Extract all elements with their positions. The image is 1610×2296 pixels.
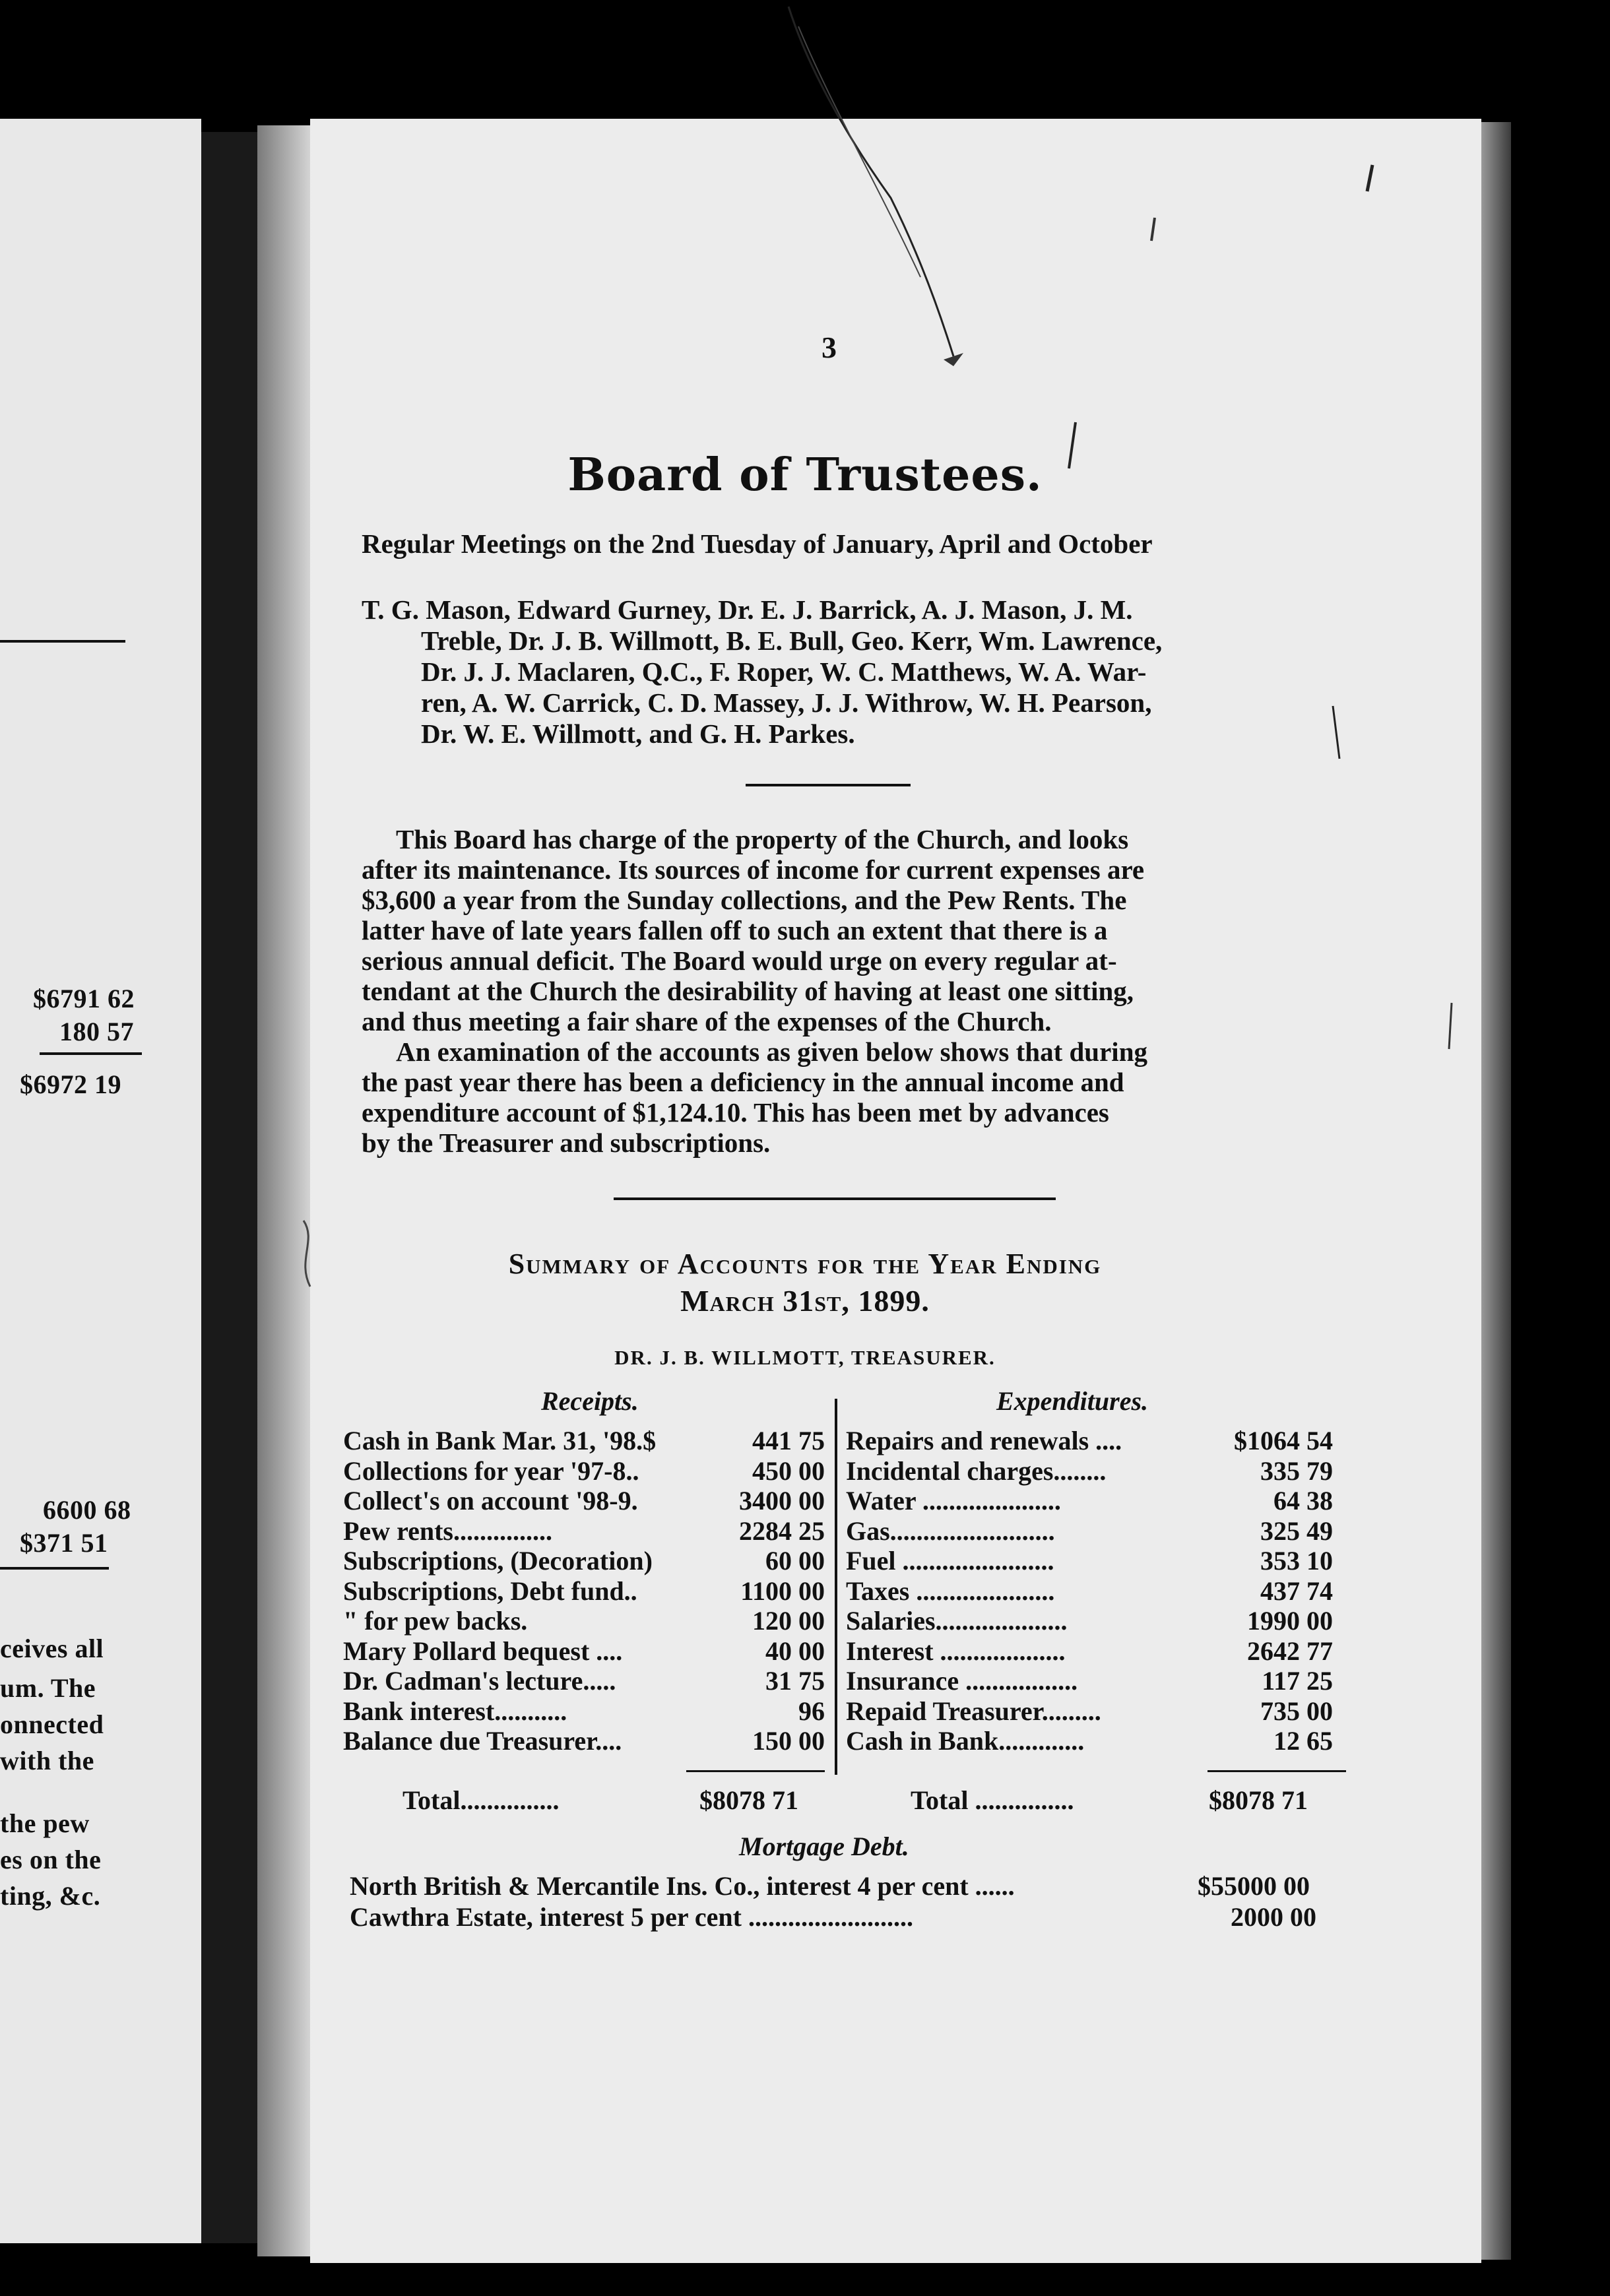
account-row-label: Subscriptions, (Decoration) — [343, 1546, 653, 1576]
expenditures-total-label: Total ............... — [911, 1785, 1074, 1815]
account-row-amount: 1990 00 — [1247, 1606, 1333, 1636]
account-row-label: Cash in Bank............. — [846, 1726, 1085, 1756]
account-row-label: Collect's on account '98-9. — [343, 1486, 638, 1515]
mortgage-row-amount: $55000 00 — [1198, 1871, 1310, 1901]
account-row-label: Dr. Cadman's lecture..... — [343, 1666, 616, 1696]
account-row-amount: 335 79 — [1260, 1455, 1333, 1486]
account-row-amount: 437 74 — [1260, 1576, 1333, 1606]
account-row-amount: 117 25 — [1262, 1666, 1333, 1696]
mortgage-row-label: North British & Mercantile Ins. Co., interest 4 per cent ...... — [350, 1871, 1015, 1901]
account-row-label: Insurance ................. — [846, 1666, 1078, 1696]
account-row-label: Collections for year '97-8.. — [343, 1455, 639, 1486]
account-row-label: Repairs and renewals .... — [846, 1426, 1122, 1455]
expenditures-heading: Expenditures. — [996, 1386, 1149, 1416]
account-row-amount: 325 49 — [1260, 1515, 1333, 1546]
account-row-amount: 1100 00 — [740, 1576, 825, 1606]
account-row-amount: 120 00 — [752, 1606, 825, 1636]
left-line: um. The — [0, 1673, 96, 1703]
account-row-amount: 735 00 — [1260, 1696, 1333, 1726]
account-row-label: Gas......................... — [846, 1515, 1055, 1546]
member-line: T. G. Mason, Edward Gurney, Dr. E. J. Barrick, A. J. Mason, J. M. — [362, 594, 1133, 625]
left-line: onnected — [0, 1709, 104, 1739]
receipts-total-amount: $8078 71 — [699, 1785, 798, 1815]
paragraph-line: latter have of late years fallen off to such an extent that there is a — [362, 915, 1108, 945]
account-row-amount: 64 38 — [1273, 1486, 1333, 1515]
account-row-label: Pew rents............... — [343, 1515, 552, 1546]
paragraph-line: and thus meeting a fair share of the expenses of the Church. — [362, 1006, 1052, 1036]
account-row-amount: 2642 77 — [1247, 1636, 1333, 1666]
mortgage-heading: Mortgage Debt. — [739, 1832, 909, 1861]
page-number: 3 — [821, 331, 837, 364]
account-row-amount: 441 75 — [752, 1426, 825, 1455]
summary-title: Summary of Accounts for the Year Ending — [508, 1248, 1102, 1280]
paragraph-line: after its maintenance. Its sources of income for current expenses are — [362, 854, 1145, 885]
section-divider — [746, 784, 911, 786]
account-row-label: Taxes ..................... — [846, 1576, 1055, 1606]
member-line: Dr. J. J. Maclaren, Q.C., F. Roper, W. C. Matthews, W. A. War- — [421, 656, 1147, 687]
account-row-amount: 450 00 — [752, 1455, 825, 1486]
section-divider — [614, 1197, 1056, 1200]
account-row-amount: 353 10 — [1260, 1546, 1333, 1576]
account-row-amount: 3400 00 — [739, 1486, 825, 1515]
paragraph-line: $3,600 a year from the Sunday collections, and the Pew Rents. The — [362, 885, 1127, 915]
account-row-amount: 2284 25 — [739, 1515, 825, 1546]
account-row-amount: $1064 54 — [1234, 1426, 1333, 1455]
left-line: ting, &c. — [0, 1881, 101, 1911]
account-row-label: Cash in Bank Mar. 31, '98.$ — [343, 1426, 657, 1455]
paragraph-line: the past year there has been a deficiency in the annual income and — [362, 1067, 1124, 1097]
account-row-label: Water ..................... — [846, 1486, 1061, 1515]
receipts-total-label: Total............... — [402, 1785, 560, 1815]
account-row-amount: 40 00 — [765, 1636, 825, 1666]
account-row-label: Salaries.................... — [846, 1606, 1068, 1636]
account-row-label: Mary Pollard bequest .... — [343, 1636, 623, 1666]
page-title: Board of Trustees. — [567, 449, 1043, 501]
column-divider — [835, 1399, 837, 1775]
paragraph-line: expenditure account of $1,124.10. This has been met by advances — [362, 1097, 1109, 1128]
left-line: with the — [0, 1746, 94, 1775]
paragraph-line: tendant at the Church the desirability of having at least one sitting, — [362, 976, 1134, 1006]
account-row-label: Bank interest........... — [343, 1696, 567, 1726]
account-row-label: " for pew backs. — [343, 1606, 528, 1636]
account-row-amount: 31 75 — [765, 1666, 825, 1696]
treasurer-line: DR. J. B. WILLMOTT, TREASURER. — [614, 1346, 996, 1369]
left-line: 180 57 — [59, 1017, 134, 1046]
member-line: ren, A. W. Carrick, C. D. Massey, J. J. Withrow, W. H. Pearson, — [421, 687, 1152, 718]
left-line: $371 51 — [20, 1528, 108, 1558]
left-line: the pew — [0, 1808, 90, 1838]
meeting-schedule: Regular Meetings on the 2nd Tuesday of January, April and October — [362, 528, 1153, 559]
account-row-label: Incidental charges........ — [846, 1455, 1107, 1486]
mortgage-row-label: Cawthra Estate, interest 5 per cent ......................... — [350, 1902, 913, 1932]
account-row-label: Fuel ....................... — [846, 1546, 1054, 1576]
left-line: es on the — [0, 1845, 102, 1874]
paragraph-line: This Board has charge of the property of the Church, and looks — [396, 824, 1129, 854]
account-row-amount: 12 65 — [1273, 1726, 1333, 1756]
receipts-total-rule — [686, 1770, 825, 1772]
left-line: 6600 68 — [43, 1495, 131, 1525]
paragraph-line: serious annual deficit. The Board would urge on every regular at- — [362, 945, 1117, 976]
member-line: Dr. W. E. Willmott, and G. H. Parkes. — [421, 718, 855, 749]
paragraph-line: An examination of the accounts as given below shows that during — [396, 1036, 1147, 1067]
left-line: $6791 62 — [33, 984, 135, 1013]
left-line: $6972 19 — [20, 1069, 121, 1099]
mortgage-row-amount: 2000 00 — [1231, 1902, 1316, 1932]
account-row-amount: 96 — [798, 1696, 825, 1726]
expenditures-total-amount: $8078 71 — [1209, 1785, 1308, 1815]
member-line: Treble, Dr. J. B. Willmott, B. E. Bull, Geo. Kerr, Wm. Lawrence, — [421, 625, 1163, 656]
account-row-amount: 60 00 — [765, 1546, 825, 1576]
account-row-label: Repaid Treasurer......... — [846, 1696, 1101, 1726]
account-row-label: Interest ................... — [846, 1636, 1066, 1666]
account-row-label: Balance due Treasurer.... — [343, 1726, 622, 1756]
receipts-heading: Receipts. — [541, 1386, 639, 1416]
paragraph-line: by the Treasurer and subscriptions. — [362, 1128, 771, 1158]
account-row-label: Subscriptions, Debt fund.. — [343, 1576, 637, 1606]
account-row-amount: 150 00 — [752, 1726, 825, 1756]
summary-date: March 31st, 1899. — [680, 1284, 930, 1318]
expenditures-total-rule — [1208, 1770, 1346, 1772]
left-line: ceives all — [0, 1634, 104, 1663]
